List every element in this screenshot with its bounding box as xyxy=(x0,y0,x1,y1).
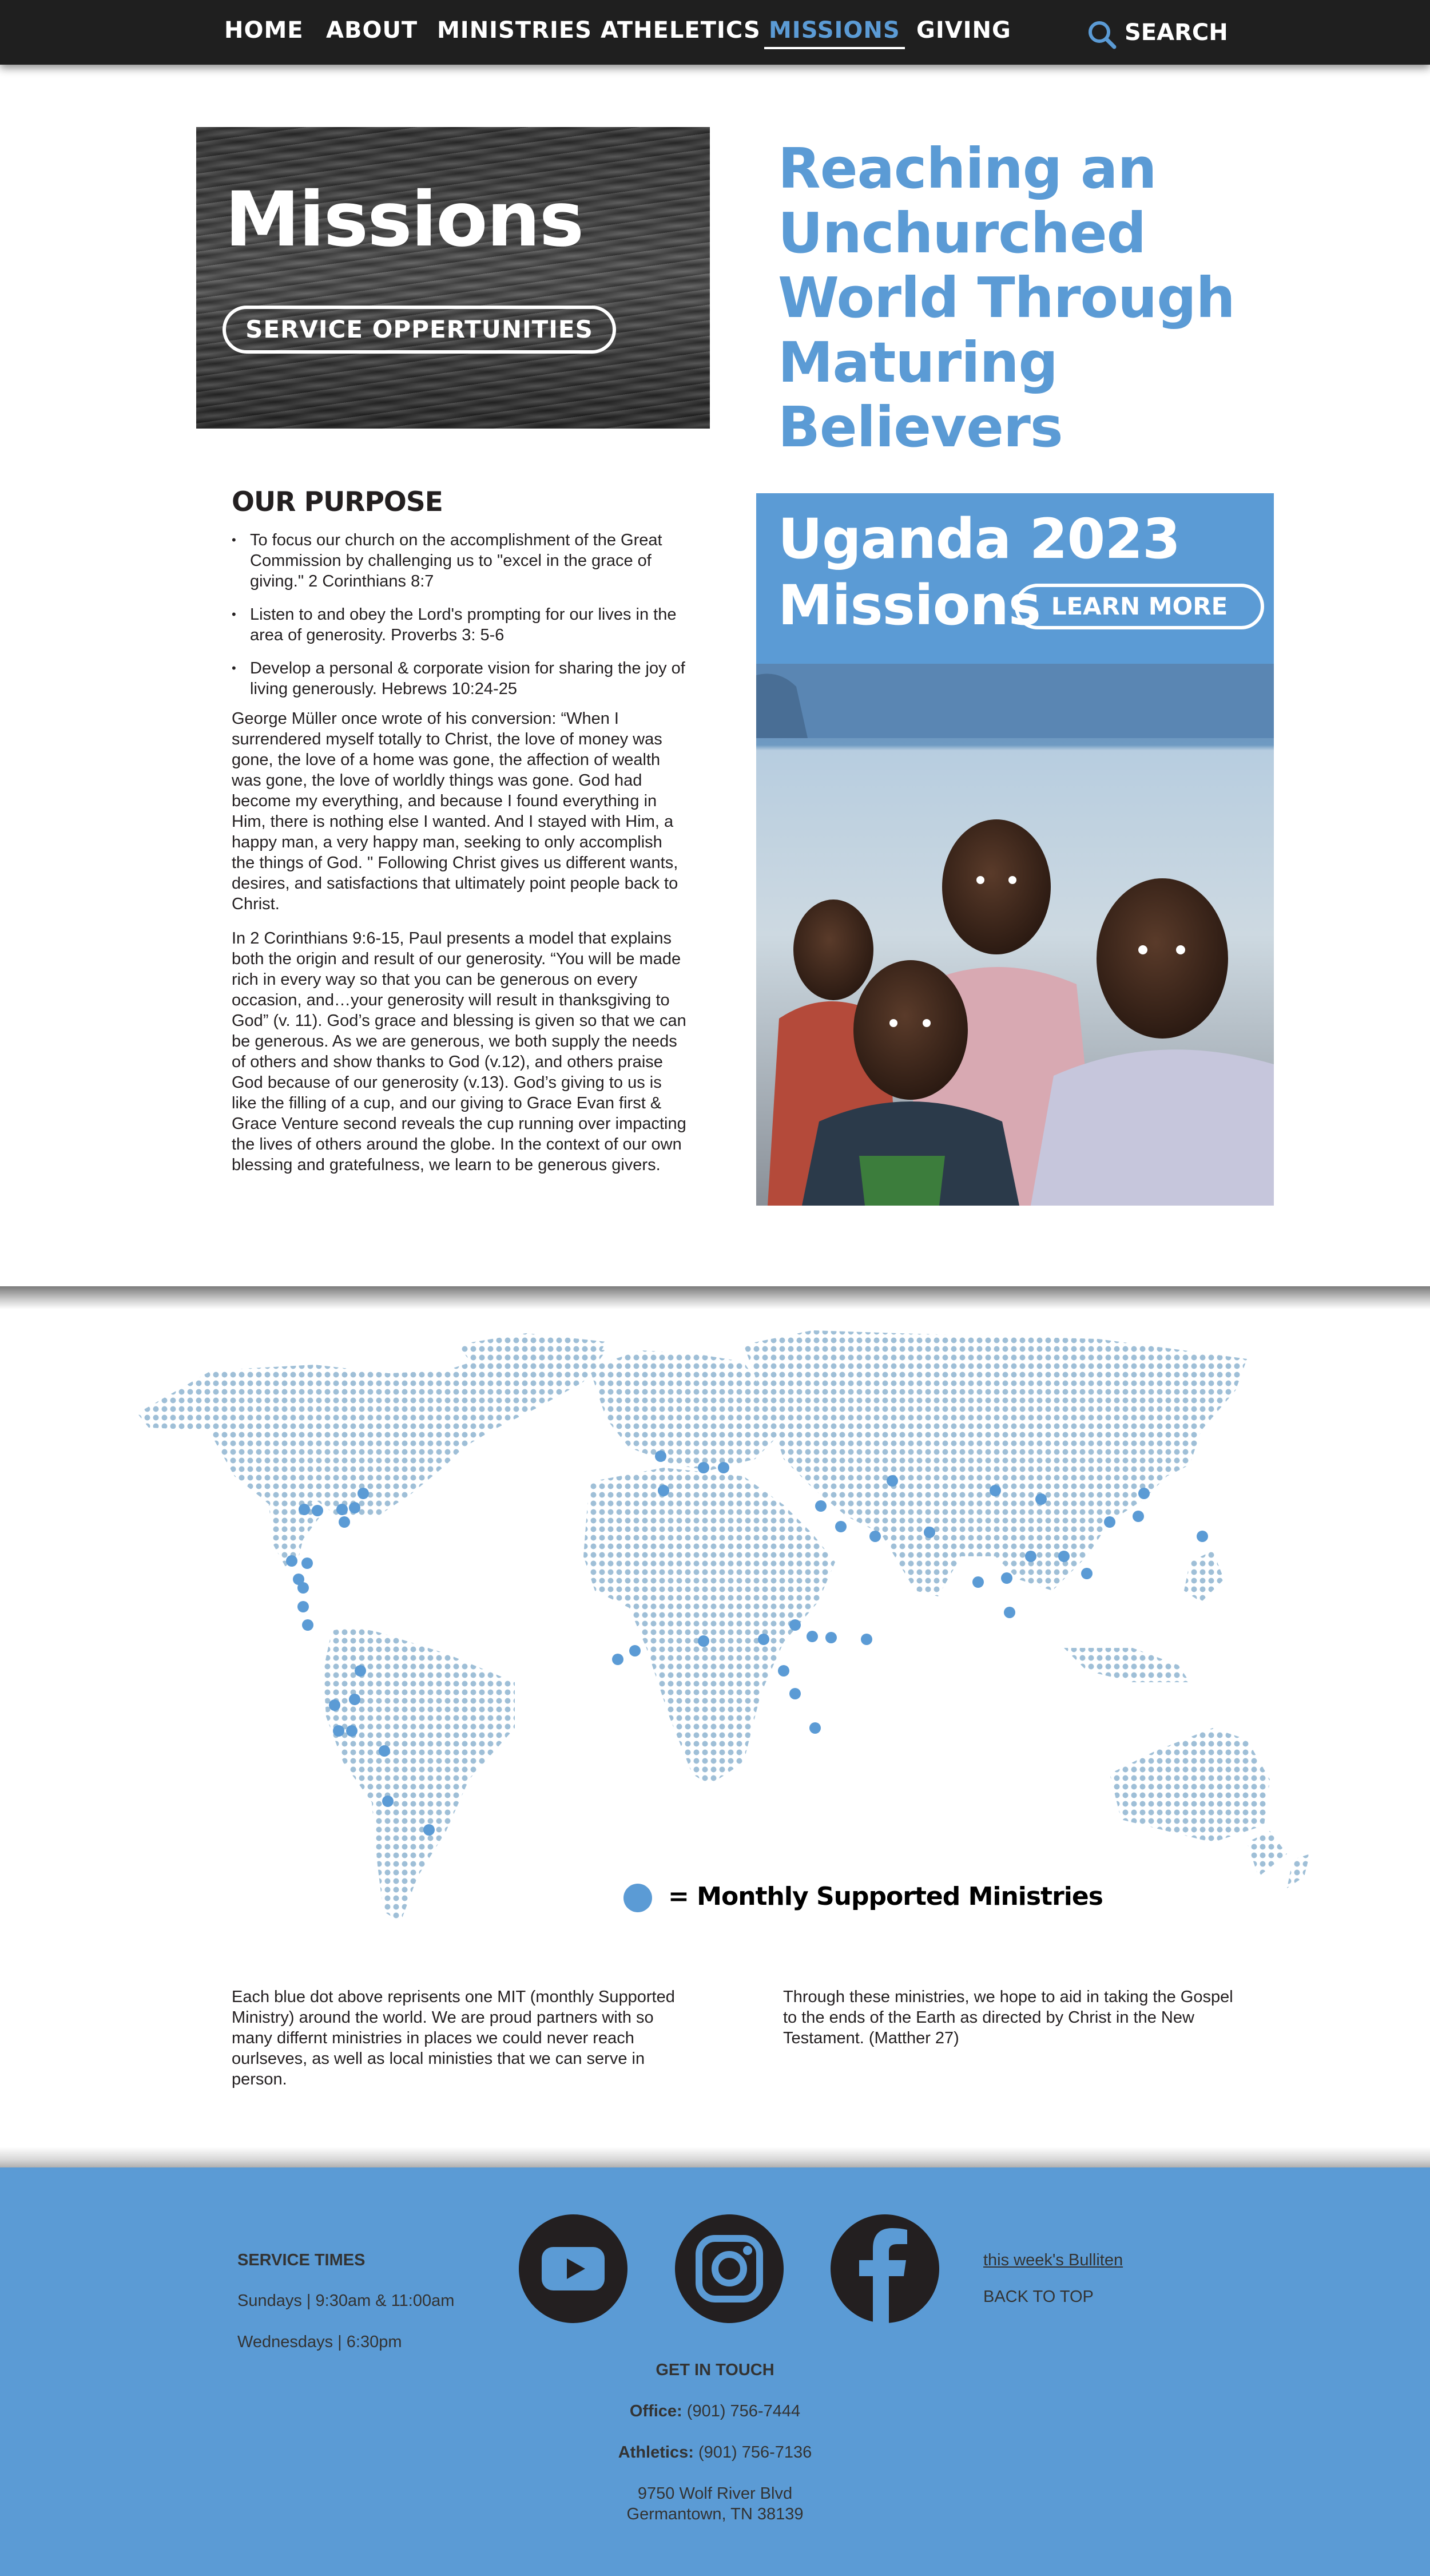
nav-missions[interactable]: MISSIONS xyxy=(764,17,905,49)
map-note-left: Each blue dot above reprisents one MIT (monthly Supported Ministry) around the world. We are proud partners with so many differnt ministries in places we could never reach ourlseves, as well as local ministies that we can serve in person. xyxy=(232,1988,675,2088)
footer-divider xyxy=(0,2147,1430,2167)
bulletin-link[interactable]: this week's Bulliten xyxy=(983,2251,1123,2269)
uganda-title-line1: Uganda 2023 xyxy=(778,507,1180,571)
world-map xyxy=(126,1327,1316,1934)
nav-ministries[interactable]: MINISTRIES xyxy=(437,17,592,43)
athletics-contact xyxy=(0,2443,1430,2462)
nav-about[interactable]: ABOUT xyxy=(326,17,418,43)
uganda-title-line2: Missions xyxy=(778,573,1041,637)
address-line2: Germantown, TN 38139 xyxy=(626,2505,804,2523)
muller-paragraph: George Müller once wrote of his conversion: “When I surrendered myself totally to Christ, the love of money was gone, the love of a home was gone, the affection of wealth was gone, the love of worldly things was gone. God had become my everything, and because I found everything in Him, there is nothing else I wanted. And I stayed with Him, a happy man, a very happy man, seeking to only accomplish the things of God. " Following Christ gives us different wants, desires, and satisfactions that ultimately point people back to Christ. xyxy=(232,710,678,913)
children-photo xyxy=(756,664,1274,1206)
nav-atheletics[interactable]: ATHELETICS xyxy=(601,17,761,43)
corinthians-paragraph: In 2 Corinthians 9:6-15, Paul presents a model that explains both the origin and result of our generosity. “You will be made rich in every way so that you can be generous on every occasion, and…your generosity will result in thanksgiving to God” (v. 11). God’s grace and blessing is given so that we can be generous. As we are generous, we both supply the needs of others and show thanks to God (v.12), and others praise God because of our generosity (v.13). God’s giving to us is like the filling of a cup, and our giving to Grace Evan first & Grace Venture second reveals the cup running over impacting the lives of others around the globe. In the context of our own blessing and gratefulness, we learn to be generous givers. xyxy=(232,929,686,1174)
instagram-icon[interactable] xyxy=(675,2214,784,2323)
legend-dot xyxy=(623,1884,652,1912)
hero-title: Missions xyxy=(225,176,583,264)
facebook-icon[interactable] xyxy=(831,2214,939,2323)
back-to-top-link[interactable]: BACK TO TOP xyxy=(983,2288,1094,2306)
nav-home[interactable]: HOME xyxy=(224,17,304,43)
purpose-heading: OUR PURPOSE xyxy=(232,486,443,518)
service-opportunities-button[interactable]: SERVICE OPPERTUNITIES xyxy=(223,306,616,354)
purpose-list xyxy=(232,530,689,712)
service-wednesday: Wednesdays | 6:30pm xyxy=(237,2333,402,2351)
legend-label: = Monthly Supported Ministries xyxy=(668,1882,1103,1911)
youtube-icon[interactable] xyxy=(519,2214,627,2323)
search-label[interactable]: SEARCH xyxy=(1125,19,1228,46)
athletics-phone[interactable]: (901) 756-7136 xyxy=(698,2443,812,2462)
get-in-touch-heading: GET IN TOUCH xyxy=(656,2361,774,2379)
search-icon[interactable] xyxy=(1087,19,1117,49)
map-note-right: Through these ministries, we hope to aid in taking the Gospel to the ends of the Earth as directed by Christ in the New Testament. (Matther 27) xyxy=(783,1988,1233,2047)
address-line1: 9750 Wolf River Blvd xyxy=(637,2484,793,2503)
athletics-label: Athletics: xyxy=(618,2443,694,2462)
service-sunday: Sundays | 9:30am & 11:00am xyxy=(237,2292,455,2310)
hero-banner xyxy=(196,127,710,429)
office-label: Office: xyxy=(629,2402,682,2420)
top-navigation xyxy=(0,0,1430,65)
office-contact xyxy=(0,2402,1430,2421)
office-phone[interactable]: (901) 756-7444 xyxy=(686,2402,801,2420)
purpose-bullet: • Develop a personal & corporate vision for sharing the joy of living generously. Hebrews 10:24-25 xyxy=(232,658,689,699)
purpose-bullet: • To focus our church on the accomplishment of the Great Commission by challenging us to "excel in the grace of giving." 2 Corinthians 8:7 xyxy=(232,530,689,592)
purpose-bullet: • Listen to and obey the Lord's prompting for our lives in the area of generosity. Proverbs 3: 5-6 xyxy=(232,604,689,645)
service-times-heading: SERVICE TIMES xyxy=(237,2251,366,2269)
learn-more-button[interactable]: LEARN MORE xyxy=(1015,584,1264,629)
tagline: Reaching an Unchurched World Through Maturing Believers xyxy=(778,136,1235,459)
section-divider xyxy=(0,1286,1430,1309)
uganda-missions-card xyxy=(756,493,1274,1206)
nav-giving[interactable]: GIVING xyxy=(916,17,1011,43)
